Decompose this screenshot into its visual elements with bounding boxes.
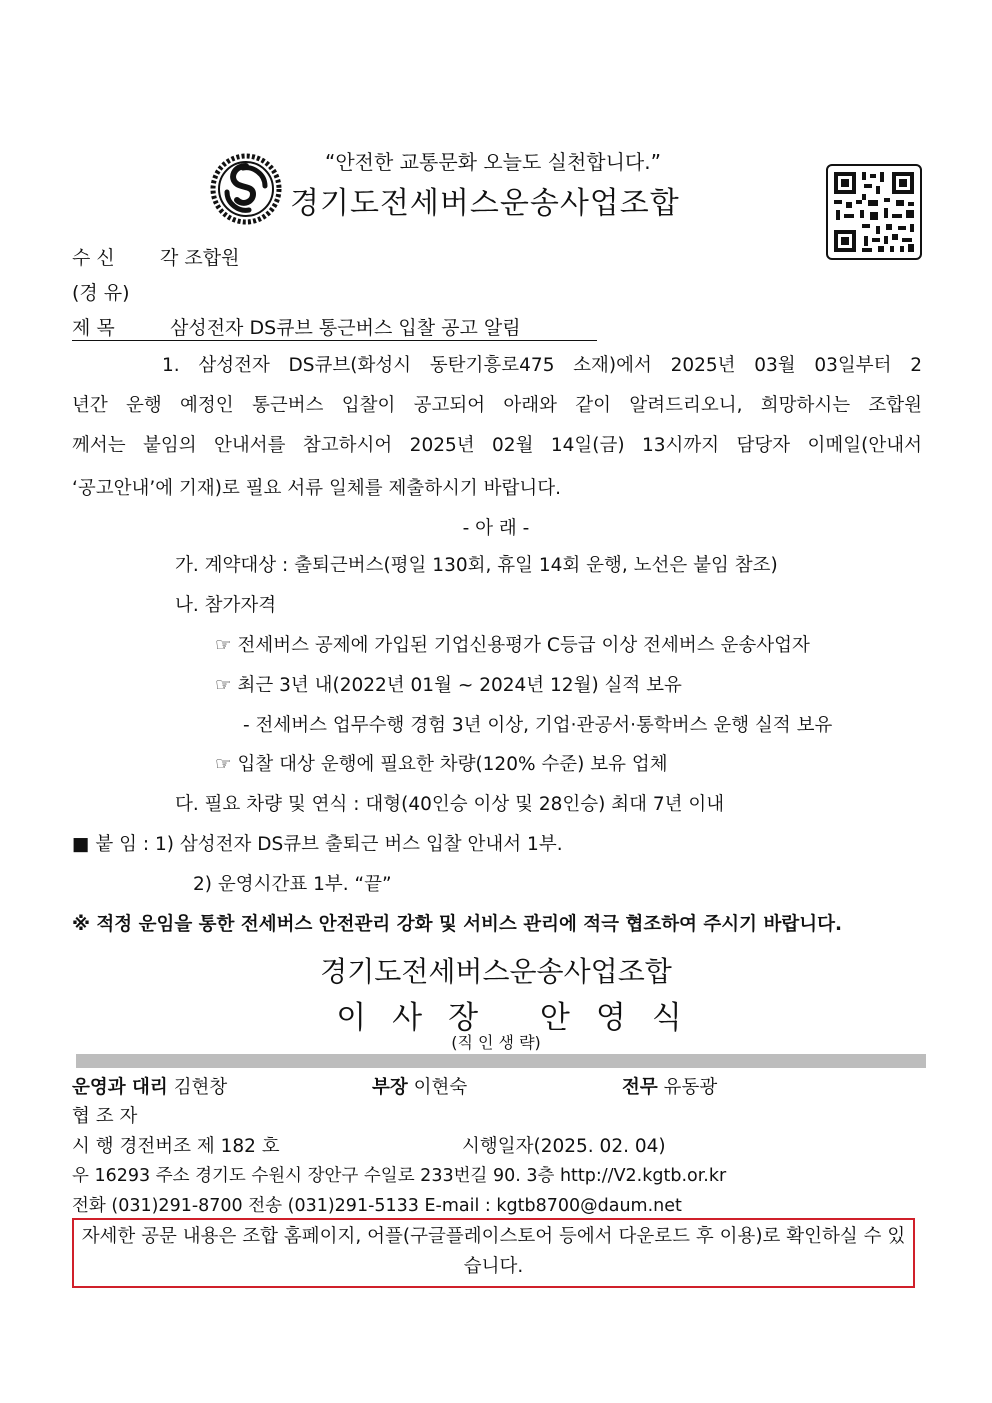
attachment-2: 2) 운영시간표 1부. “끝” — [193, 874, 392, 895]
staff-1: 운영과 대리 김현창 — [72, 1077, 228, 1098]
recipient-value: 각 조합원 — [160, 247, 240, 269]
para1-line1: 1. 삼성전자 DS큐브(화성시 동탄기흥로475 소재)에서 2025년 03월 03일부터 2 — [162, 355, 922, 376]
signature-org: 경기도전세버스운송사업조합 — [320, 955, 672, 988]
slogan: “안전한 교통문화 오늘도 실천합니다.” — [325, 150, 661, 174]
subject-underline — [72, 340, 597, 341]
recipient-label: 수 신 — [72, 247, 115, 269]
staff-3: 전무 유동광 — [622, 1077, 718, 1098]
qr-code-icon[interactable] — [826, 164, 922, 260]
union-logo-icon — [209, 152, 283, 226]
seal-note: (직 인 생 략) — [451, 1033, 541, 1052]
homepage-notice-box: 자세한 공문 내용은 조합 홈페이지, 어플(구글플레이스토어 등에서 다운로드 후 이용)로 확인하실 수 있습니다. — [72, 1218, 915, 1288]
staff-2: 부장 이현숙 — [372, 1077, 468, 1098]
bullet-2: ☞ 최근 3년 내(2022년 01월 ~ 2024년 12월) 실적 보유 — [215, 675, 682, 696]
footer-divider — [76, 1054, 926, 1068]
item-da: 다. 필요 차량 및 연식 : 대형(40인승 이상 및 28인승) 최대 7년 이내 — [175, 794, 725, 815]
para1-line2: 년간 운행 예정인 통근버스 입찰이 공고되어 아래와 같이 알려드리오니, 희망하시는 조합원 — [72, 395, 922, 416]
para1-line4: ‘공고안내’에 기재)로 필요 서류 일체를 제출하시기 바랍니다. — [72, 478, 562, 499]
bullet-1: ☞ 전세버스 공제에 가입된 기업신용평가 C등급 이상 전세버스 운송사업자 — [215, 635, 810, 656]
item-ga: 가. 계약대상 : 출퇴근버스(평일 130회, 휴일 14회 운행, 노선은 붙임 참조) — [175, 555, 778, 576]
para1-line3: 께서는 붙임의 안내서를 참고하시어 2025년 02월 14일(금) 13시까지 담당자 이메일(안내서 — [72, 435, 922, 456]
cooperator-label: 협 조 자 — [72, 1106, 138, 1127]
below-heading: - 아 래 - — [462, 518, 530, 539]
cooperation-notice: ※ 적정 운임을 통한 전세버스 안전관리 강화 및 서비스 관리에 적극 협조하여 주시기 바랍니다. — [72, 914, 842, 935]
contact-line: 전화 (031)291-8700 전송 (031)291-5133 E-mail : kgtb8700@daum.net — [72, 1196, 682, 1216]
execution-date: 시행일자(2025. 02. 04) — [462, 1136, 666, 1157]
address-line: 우 16293 주소 경기도 수원시 장안구 수일로 233번길 90. 3층 http://V2.kgtb.or.kr — [72, 1166, 727, 1186]
attachment-1: ■ 붙 임 : 1) 삼성전자 DS큐브 출퇴근 버스 입찰 안내서 1부. — [72, 834, 563, 855]
bullet-2-sub: - 전세버스 업무수행 경험 3년 이상, 기업·관공서·통학버스 운행 실적 보유 — [243, 715, 833, 736]
item-na: 나. 참가자격 — [175, 595, 277, 616]
signature-title: 이사장 안영식 — [336, 1000, 708, 1036]
subject-label: 제 목 — [72, 317, 115, 339]
bullet-3: ☞ 입찰 대상 운행에 필요한 차량(120% 수준) 보유 업체 — [215, 754, 668, 775]
via-label: (경 유) — [72, 282, 130, 304]
document-number: 시 행 경전버조 제 182 호 — [72, 1136, 280, 1157]
org-title: 경기도전세버스운송사업조합 — [290, 186, 680, 221]
subject-value: 삼성전자 DS큐브 통근버스 입찰 공고 알림 — [170, 317, 521, 339]
